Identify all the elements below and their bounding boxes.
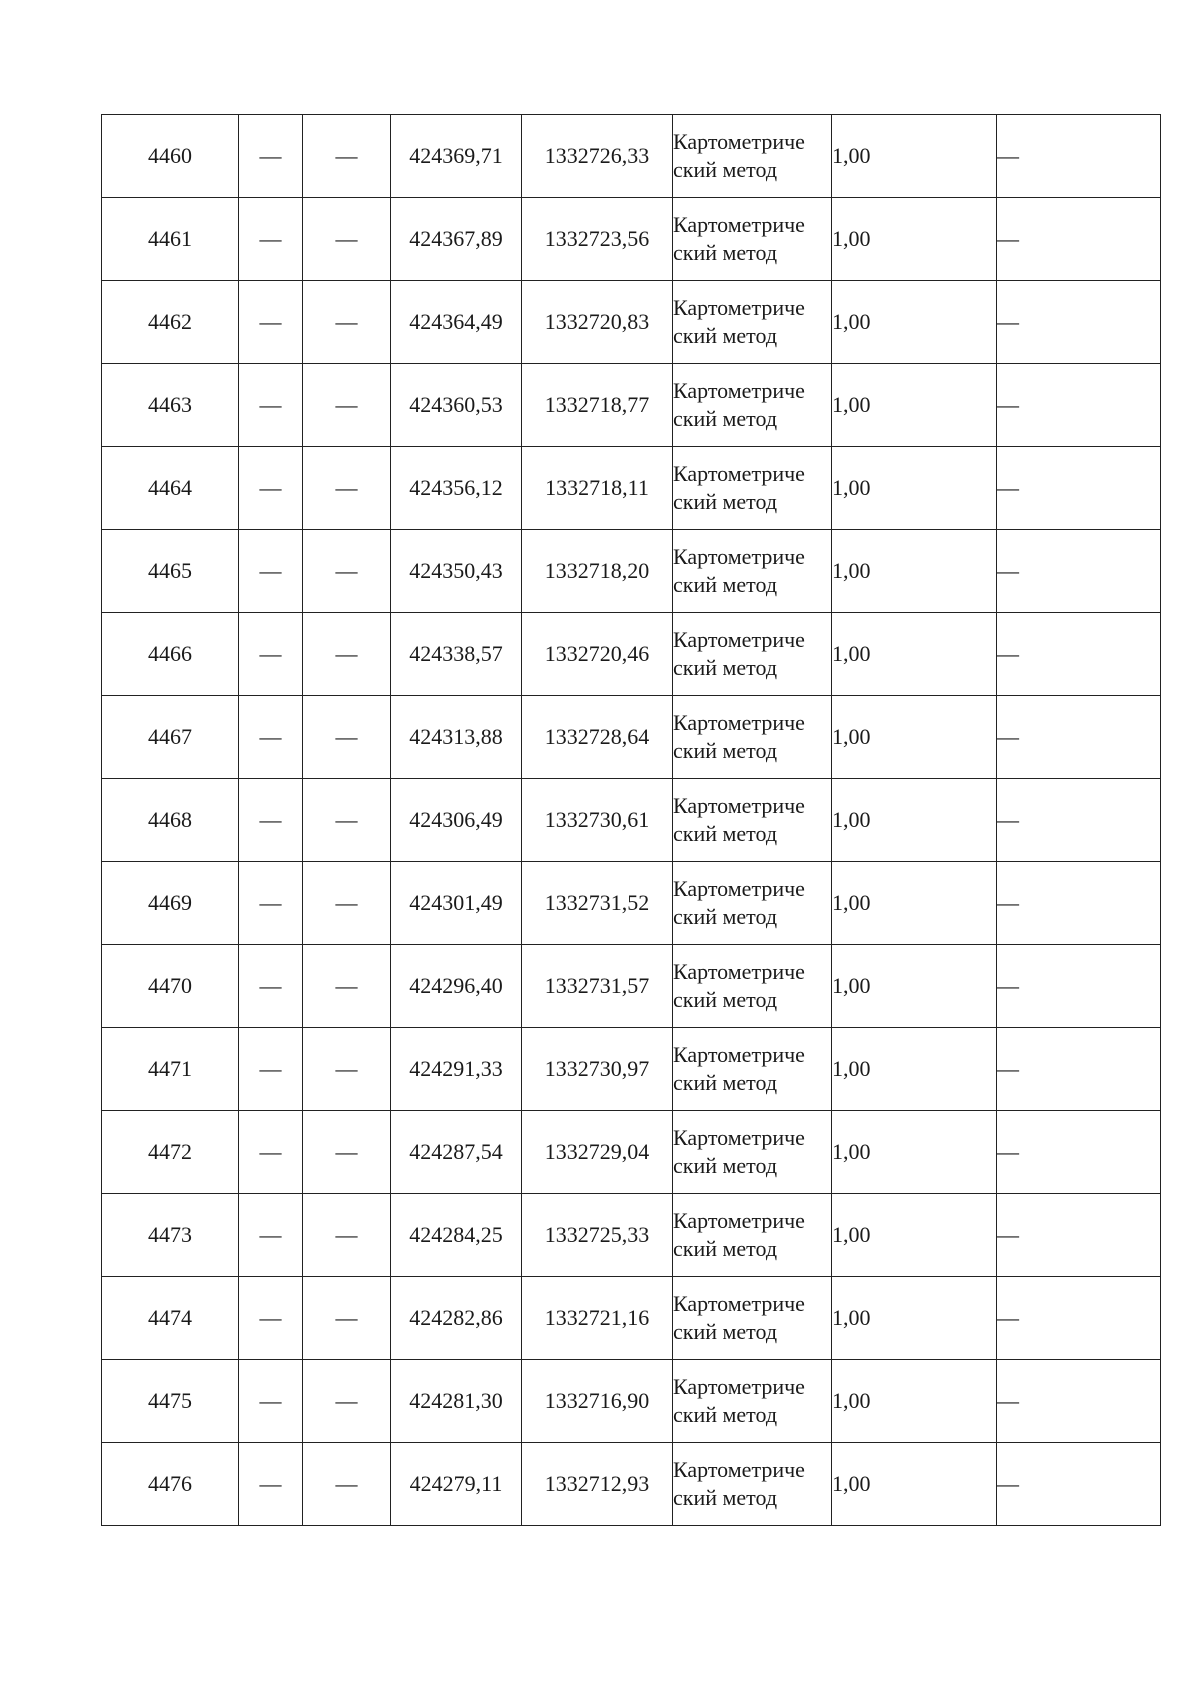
method-cell [673, 945, 832, 1028]
accuracy-cell: 1,00 [832, 613, 997, 696]
y-coordinate-cell: 1332731,52 [522, 862, 673, 945]
accuracy-cell: 1,00 [832, 945, 997, 1028]
point-number-cell: 4471 [102, 1028, 239, 1111]
empty-cell: — [303, 364, 391, 447]
y-coordinate-cell: 1332729,04 [522, 1111, 673, 1194]
method-cell [673, 364, 832, 447]
empty-cell: — [303, 696, 391, 779]
empty-cell: — [239, 1277, 303, 1360]
y-coordinate-cell: 1332712,93 [522, 1443, 673, 1526]
method-cell [673, 1360, 832, 1443]
x-coordinate-cell: 424282,86 [391, 1277, 522, 1360]
x-coordinate-cell: 424301,49 [391, 862, 522, 945]
empty-cell: — [303, 530, 391, 613]
empty-cell: — [997, 364, 1161, 447]
empty-cell: — [303, 447, 391, 530]
x-coordinate-cell: 424350,43 [391, 530, 522, 613]
empty-cell: — [997, 696, 1161, 779]
method-cell [673, 1194, 832, 1277]
empty-cell: — [239, 1443, 303, 1526]
empty-cell: — [997, 945, 1161, 1028]
empty-cell: — [303, 779, 391, 862]
table-row [102, 1443, 1161, 1526]
accuracy-cell: 1,00 [832, 1194, 997, 1277]
empty-cell: — [239, 696, 303, 779]
table-row [102, 696, 1161, 779]
x-coordinate-cell: 424287,54 [391, 1111, 522, 1194]
empty-cell: — [303, 281, 391, 364]
empty-cell: — [997, 1360, 1161, 1443]
x-coordinate-cell: 424279,11 [391, 1443, 522, 1526]
method-text: Картометрический метод [673, 1457, 805, 1510]
method-cell [673, 1111, 832, 1194]
method-cell [673, 1028, 832, 1111]
table-row [102, 1194, 1161, 1277]
accuracy-cell: 1,00 [832, 198, 997, 281]
point-number-cell: 4469 [102, 862, 239, 945]
table-row [102, 198, 1161, 281]
coordinates-table-body [102, 115, 1161, 1526]
y-coordinate-cell: 1332726,33 [522, 115, 673, 198]
y-coordinate-cell: 1332720,46 [522, 613, 673, 696]
table-row [102, 862, 1161, 945]
method-text: Картометрический метод [673, 876, 805, 929]
accuracy-cell: 1,00 [832, 1443, 997, 1526]
empty-cell: — [997, 198, 1161, 281]
empty-cell: — [239, 1360, 303, 1443]
point-number-cell: 4464 [102, 447, 239, 530]
method-text: Картометрический метод [673, 1042, 805, 1095]
method-text: Картометрический метод [673, 544, 805, 597]
y-coordinate-cell: 1332718,20 [522, 530, 673, 613]
x-coordinate-cell: 424284,25 [391, 1194, 522, 1277]
x-coordinate-cell: 424281,30 [391, 1360, 522, 1443]
accuracy-cell: 1,00 [832, 779, 997, 862]
x-coordinate-cell: 424313,88 [391, 696, 522, 779]
table-row [102, 613, 1161, 696]
method-cell [673, 530, 832, 613]
x-coordinate-cell: 424364,49 [391, 281, 522, 364]
method-text: Картометрический метод [673, 1125, 805, 1178]
empty-cell: — [303, 862, 391, 945]
accuracy-cell: 1,00 [832, 364, 997, 447]
empty-cell: — [997, 1111, 1161, 1194]
method-text: Картометрический метод [673, 959, 805, 1012]
method-cell [673, 447, 832, 530]
method-text: Картометрический метод [673, 627, 805, 680]
empty-cell: — [239, 364, 303, 447]
empty-cell: — [303, 1277, 391, 1360]
empty-cell: — [303, 1360, 391, 1443]
empty-cell: — [303, 115, 391, 198]
point-number-cell: 4466 [102, 613, 239, 696]
empty-cell: — [239, 1194, 303, 1277]
method-text: Картометрический метод [673, 129, 805, 182]
table-row [102, 779, 1161, 862]
empty-cell: — [239, 945, 303, 1028]
accuracy-cell: 1,00 [832, 696, 997, 779]
y-coordinate-cell: 1332731,57 [522, 945, 673, 1028]
x-coordinate-cell: 424369,71 [391, 115, 522, 198]
empty-cell: — [303, 613, 391, 696]
empty-cell: — [997, 1028, 1161, 1111]
point-number-cell: 4468 [102, 779, 239, 862]
empty-cell: — [997, 1277, 1161, 1360]
y-coordinate-cell: 1332730,61 [522, 779, 673, 862]
y-coordinate-cell: 1332718,11 [522, 447, 673, 530]
point-number-cell: 4474 [102, 1277, 239, 1360]
x-coordinate-cell: 424306,49 [391, 779, 522, 862]
empty-cell: — [997, 281, 1161, 364]
method-cell [673, 1277, 832, 1360]
table-row [102, 115, 1161, 198]
x-coordinate-cell: 424296,40 [391, 945, 522, 1028]
empty-cell: — [997, 1443, 1161, 1526]
accuracy-cell: 1,00 [832, 530, 997, 613]
table-row [102, 447, 1161, 530]
table-row [102, 1028, 1161, 1111]
accuracy-cell: 1,00 [832, 115, 997, 198]
y-coordinate-cell: 1332730,97 [522, 1028, 673, 1111]
method-cell [673, 779, 832, 862]
table-row [102, 281, 1161, 364]
empty-cell: — [303, 1111, 391, 1194]
accuracy-cell: 1,00 [832, 862, 997, 945]
method-cell [673, 198, 832, 281]
accuracy-cell: 1,00 [832, 281, 997, 364]
method-cell [673, 281, 832, 364]
empty-cell: — [303, 1194, 391, 1277]
x-coordinate-cell: 424338,57 [391, 613, 522, 696]
table-row [102, 1277, 1161, 1360]
point-number-cell: 4476 [102, 1443, 239, 1526]
method-text: Картометрический метод [673, 1291, 805, 1344]
method-cell [673, 1443, 832, 1526]
y-coordinate-cell: 1332720,83 [522, 281, 673, 364]
accuracy-cell: 1,00 [832, 1277, 997, 1360]
method-cell [673, 115, 832, 198]
y-coordinate-cell: 1332728,64 [522, 696, 673, 779]
empty-cell: — [303, 198, 391, 281]
method-text: Картометрический метод [673, 710, 805, 763]
y-coordinate-cell: 1332716,90 [522, 1360, 673, 1443]
empty-cell: — [303, 945, 391, 1028]
accuracy-cell: 1,00 [832, 1028, 997, 1111]
empty-cell: — [997, 1194, 1161, 1277]
y-coordinate-cell: 1332725,33 [522, 1194, 673, 1277]
method-text: Картометрический метод [673, 212, 805, 265]
x-coordinate-cell: 424291,33 [391, 1028, 522, 1111]
point-number-cell: 4460 [102, 115, 239, 198]
empty-cell: — [997, 447, 1161, 530]
empty-cell: — [239, 613, 303, 696]
empty-cell: — [239, 862, 303, 945]
x-coordinate-cell: 424356,12 [391, 447, 522, 530]
table-row [102, 530, 1161, 613]
point-number-cell: 4470 [102, 945, 239, 1028]
empty-cell: — [997, 530, 1161, 613]
empty-cell: — [239, 281, 303, 364]
y-coordinate-cell: 1332723,56 [522, 198, 673, 281]
empty-cell: — [997, 862, 1161, 945]
empty-cell: — [303, 1028, 391, 1111]
empty-cell: — [239, 1028, 303, 1111]
empty-cell: — [239, 530, 303, 613]
method-text: Картометрический метод [673, 378, 805, 431]
table-row [102, 364, 1161, 447]
point-number-cell: 4465 [102, 530, 239, 613]
accuracy-cell: 1,00 [832, 1360, 997, 1443]
accuracy-cell: 1,00 [832, 1111, 997, 1194]
point-number-cell: 4463 [102, 364, 239, 447]
empty-cell: — [997, 779, 1161, 862]
y-coordinate-cell: 1332718,77 [522, 364, 673, 447]
table-row [102, 1360, 1161, 1443]
table-row [102, 1111, 1161, 1194]
method-text: Картометрический метод [673, 1208, 805, 1261]
empty-cell: — [239, 447, 303, 530]
table-row [102, 945, 1161, 1028]
method-cell [673, 613, 832, 696]
coordinates-table [101, 114, 1161, 1526]
point-number-cell: 4462 [102, 281, 239, 364]
empty-cell: — [239, 115, 303, 198]
empty-cell: — [239, 198, 303, 281]
method-text: Картометрический метод [673, 461, 805, 514]
x-coordinate-cell: 424360,53 [391, 364, 522, 447]
empty-cell: — [239, 779, 303, 862]
y-coordinate-cell: 1332721,16 [522, 1277, 673, 1360]
empty-cell: — [997, 115, 1161, 198]
method-text: Картометрический метод [673, 793, 805, 846]
point-number-cell: 4461 [102, 198, 239, 281]
method-text: Картометрический метод [673, 1374, 805, 1427]
point-number-cell: 4473 [102, 1194, 239, 1277]
empty-cell: — [997, 613, 1161, 696]
accuracy-cell: 1,00 [832, 447, 997, 530]
method-text: Картометрический метод [673, 295, 805, 348]
point-number-cell: 4467 [102, 696, 239, 779]
point-number-cell: 4472 [102, 1111, 239, 1194]
empty-cell: — [303, 1443, 391, 1526]
x-coordinate-cell: 424367,89 [391, 198, 522, 281]
method-cell [673, 862, 832, 945]
method-cell [673, 696, 832, 779]
empty-cell: — [239, 1111, 303, 1194]
point-number-cell: 4475 [102, 1360, 239, 1443]
